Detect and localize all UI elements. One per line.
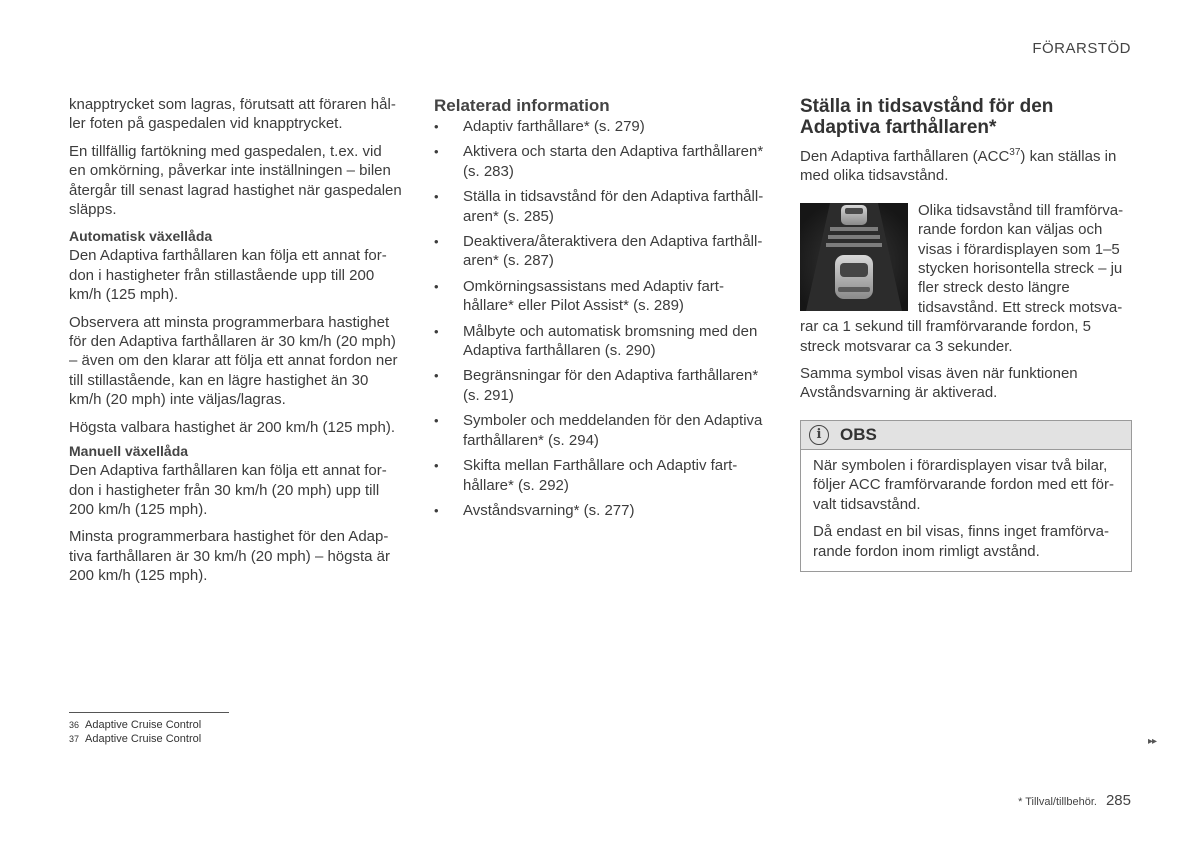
subheading-manual: Manuell växellåda [69, 443, 189, 460]
related-link[interactable]: • Adaptiv farthållare* (s. 279) [434, 118, 645, 135]
bullet-icon: • [434, 278, 439, 294]
info-icon: i [809, 425, 829, 445]
bullet-icon: • [434, 144, 439, 160]
paragraph: En tillfällig fartökning med gaspedalen, t.ex. vid en omkörning, påverkar inte inställningen – bilen återgår till senast lagrad hastighet när gaspedalen släpps. [69, 142, 402, 219]
accessory-note: * Tillval/tillbehör. [1018, 796, 1097, 808]
paragraph: knapptrycket som lagras, förutsatt att föraren håller foten på gaspedalen vid knapptrycket. [69, 96, 396, 133]
related-link[interactable]: • Ställa in tidsavstånd för den Adaptiva farthållaren* (s. 285) [434, 188, 764, 225]
column-middle [434, 95, 769, 526]
footnotes [69, 712, 229, 746]
figure-description: Olika tidsavstånd till framförvarande fordon kan väljas och visas i förardisplayen som 1–5 stycken horisontella streck – ju fler streck desto längre tidsavstånd. Ett streck motsvarar ca 1 sekund till framförvarande fordon, 5 streck motsvarar ca 3 sekunder. [800, 201, 1124, 355]
footnote: 36 Adaptive Cruise Control [69, 719, 202, 731]
obs-title: OBS [840, 424, 877, 444]
related-link[interactable]: • Avståndsvarning* (s. 277) [434, 501, 635, 519]
obs-note-box [800, 420, 1132, 572]
obs-paragraph: När symbolen i förardisplayen visar två bilar, följer ACC framförvarande fordon med ett förvalt tidsavstånd. [813, 456, 1114, 513]
bullet-icon: • [434, 413, 439, 429]
bullet-icon: • [434, 234, 439, 250]
related-link[interactable]: • Skifta mellan Farthållare och Adaptiv farthållare* (s. 292) [434, 457, 738, 494]
paragraph: Den Adaptiva farthållaren kan följa ett annat fordon i hastigheter från stillastående upp till 200 km/h (125 mph). [69, 247, 387, 304]
paragraph: Minsta programmerbara hastighet för den Adaptiva farthållaren är 30 km/h (20 mph) – högsta är 200 km/h (125 mph). [69, 528, 390, 585]
related-info-list [434, 117, 769, 520]
intro-paragraph: Den Adaptiva farthållaren (ACC$^{37}$) kan ställas in med olika tidsavstånd. [800, 147, 1117, 185]
bullet-icon: • [434, 323, 439, 339]
paragraph: Den Adaptiva farthållaren kan följa ett annat fordon i hastigheter från 30 km/h (20 mph) upp till 200 km/h (125 mph). [69, 462, 387, 518]
related-link[interactable]: • Begränsningar för den Adaptiva farthållaren* (s. 291) [434, 367, 759, 404]
bullet-icon: • [434, 458, 439, 474]
related-link[interactable]: • Symboler och meddelanden för den Adaptiva farthållaren* (s. 294) [434, 412, 763, 449]
figure-block [800, 201, 1132, 356]
column-right [800, 95, 1132, 572]
bullet-icon: • [434, 368, 439, 384]
bullet-icon: • [434, 119, 439, 134]
page-number: 285 [1105, 792, 1131, 809]
related-link[interactable]: • Målbyte och automatisk bromsning med den Adaptiva farthållaren (s. 290) [434, 322, 758, 360]
obs-paragraph: Då endast en bil visas, finns inget framförvarande fordon inom rimligt avstånd. [813, 523, 1109, 560]
bullet-icon: • [434, 502, 439, 518]
section-header: FÖRARSTÖD [1032, 40, 1131, 57]
section-title: Ställa in tidsavstånd för den Adaptiva farthållaren* [800, 96, 1054, 138]
paragraph: Högsta valbara hastighet är 200 km/h (125 mph). [69, 418, 396, 436]
footnote: 37 Adaptive Cruise Control [69, 733, 202, 745]
related-link[interactable]: • Aktivera och starta den Adaptiva farthållaren* (s. 283) [434, 143, 764, 180]
next-page-arrows-icon[interactable]: ▸▸ [1148, 736, 1157, 747]
column-left [69, 95, 402, 594]
bullet-icon: • [434, 189, 439, 205]
footnote-ref[interactable]: 37 [1009, 147, 1021, 158]
page-footer [1018, 792, 1131, 809]
paragraph: Samma symbol visas även när funktionen Avståndsvarning är aktiverad. [800, 365, 1078, 402]
obs-body [801, 450, 1131, 571]
subheading-automatic: Automatisk växellåda [69, 228, 213, 245]
paragraph: Observera att minsta programmerbara hastighet för den Adaptiva farthållaren är 30 km/h (20 mph) – även om den klarar att följa ett annat fordon ner till stillastående, kan en lägre hastighet än 30 km/h (20 mph) inte väljas/lagras. [69, 313, 398, 409]
related-link[interactable]: • Omkörningsassistans med Adaptiv farthållare* eller Pilot Assist* (s. 289) [434, 277, 724, 315]
related-info-title: Relaterad information [434, 96, 610, 115]
acc-distance-display-icon [800, 203, 908, 311]
obs-header [801, 421, 1131, 450]
related-link[interactable]: • Deaktivera/återaktivera den Adaptiva farthållaren* (s. 287) [434, 233, 763, 270]
